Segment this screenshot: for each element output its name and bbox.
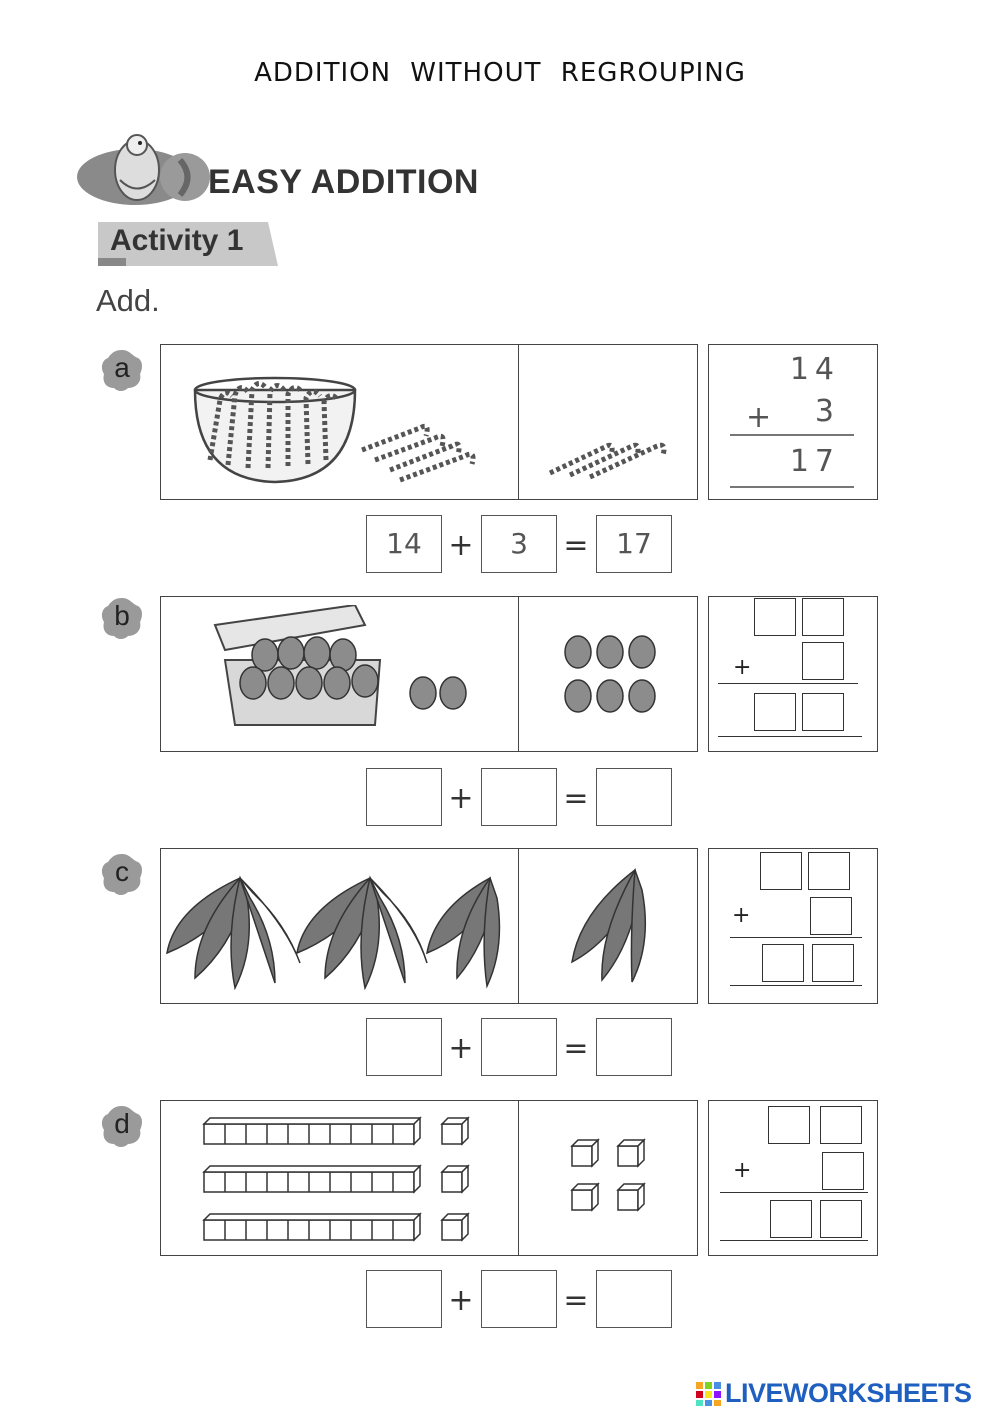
addend1-box-a[interactable]: 14 [366,515,442,573]
addend2-box-a[interactable]: 3 [481,515,557,573]
six-eggs-icon [560,630,660,720]
column-ones-result-c[interactable] [812,944,854,982]
column-tens-result-c[interactable] [762,944,804,982]
picture-divider-d [518,1100,519,1256]
equals-sign-b: = [563,781,589,816]
column-underline-d [720,1240,868,1241]
addend2-box-d[interactable] [481,1270,557,1328]
activity-label: Activity 1 [110,224,244,257]
liveworksheets-logo-icon [696,1382,722,1406]
candy-canes-three-icon [545,425,675,480]
plus-sign-b: + [448,781,474,816]
exercise-label-d: d [114,1108,130,1139]
column-underline-c [730,985,862,986]
worksheet-title: ADDITION WITHOUT REGROUPING [254,58,746,88]
plus-sign-d: + [448,1283,474,1318]
column-ones-top-b[interactable] [802,598,844,636]
banana-bunches-icon [165,868,515,993]
sum-box-d[interactable] [596,1270,672,1328]
addend2-box-c[interactable] [481,1018,557,1076]
column-tens-result-b[interactable] [754,693,796,731]
column-tens-top-b[interactable] [754,598,796,636]
column-ones-bottom-c[interactable] [810,897,852,935]
liveworksheets-logo-text: LIVEWORKSHEETS [725,1378,972,1408]
unit-cubes-icon [568,1136,653,1216]
picture-divider-b [518,596,519,752]
column-underline-b [718,736,862,737]
column-tens-top-d[interactable] [768,1106,810,1144]
equals-sign-d: = [563,1283,589,1318]
candy-canes-bowl-icon [190,360,510,485]
sum-box-c[interactable] [596,1018,672,1076]
sum-box-a[interactable]: 17 [596,515,672,573]
column-line-a [730,434,854,436]
column-tens-top-c[interactable] [760,852,802,890]
base-ten-blocks-icon [200,1112,480,1244]
picture-divider-c [518,848,519,1004]
column-underline-a [730,486,854,488]
column-top-a: 14 [789,352,840,387]
addend1-box-c[interactable] [366,1018,442,1076]
plus-sign-c: + [448,1031,474,1066]
column-line-d [720,1192,868,1193]
egg-carton-icon [205,605,485,745]
column-ones-result-b[interactable] [802,693,844,731]
column-ones-bottom-d[interactable] [822,1152,864,1190]
column-tens-result-d[interactable] [770,1200,812,1238]
column-ones-top-c[interactable] [808,852,850,890]
column-plus-c: + [732,903,751,928]
sum-box-b[interactable] [596,768,672,826]
instruction-text: Add. [96,283,160,318]
mascot-icon [75,125,210,215]
column-line-b [718,683,858,684]
exercise-label-b: b [114,600,130,631]
column-plus-d: + [733,1158,752,1183]
column-line-c [730,937,862,938]
column-bottom-a: 3 [814,394,840,429]
column-ones-bottom-b[interactable] [802,642,844,680]
column-ones-result-d[interactable] [820,1200,862,1238]
exercise-label-a: a [114,352,130,383]
exercise-label-c: c [115,856,129,887]
equals-sign-c: = [563,1031,589,1066]
addend1-box-d[interactable] [366,1270,442,1328]
column-result-a: 17 [789,444,840,479]
addend2-box-b[interactable] [481,768,557,826]
single-banana-bunch-icon [570,862,660,987]
equals-sign-a: = [563,528,589,563]
plus-sign-a: + [448,528,474,563]
addend1-box-b[interactable] [366,768,442,826]
section-title: EASY ADDITION [208,163,479,201]
column-plus-a: + [746,400,772,435]
column-plus-b: + [733,655,752,680]
picture-divider-a [518,344,519,500]
column-ones-top-d[interactable] [820,1106,862,1144]
